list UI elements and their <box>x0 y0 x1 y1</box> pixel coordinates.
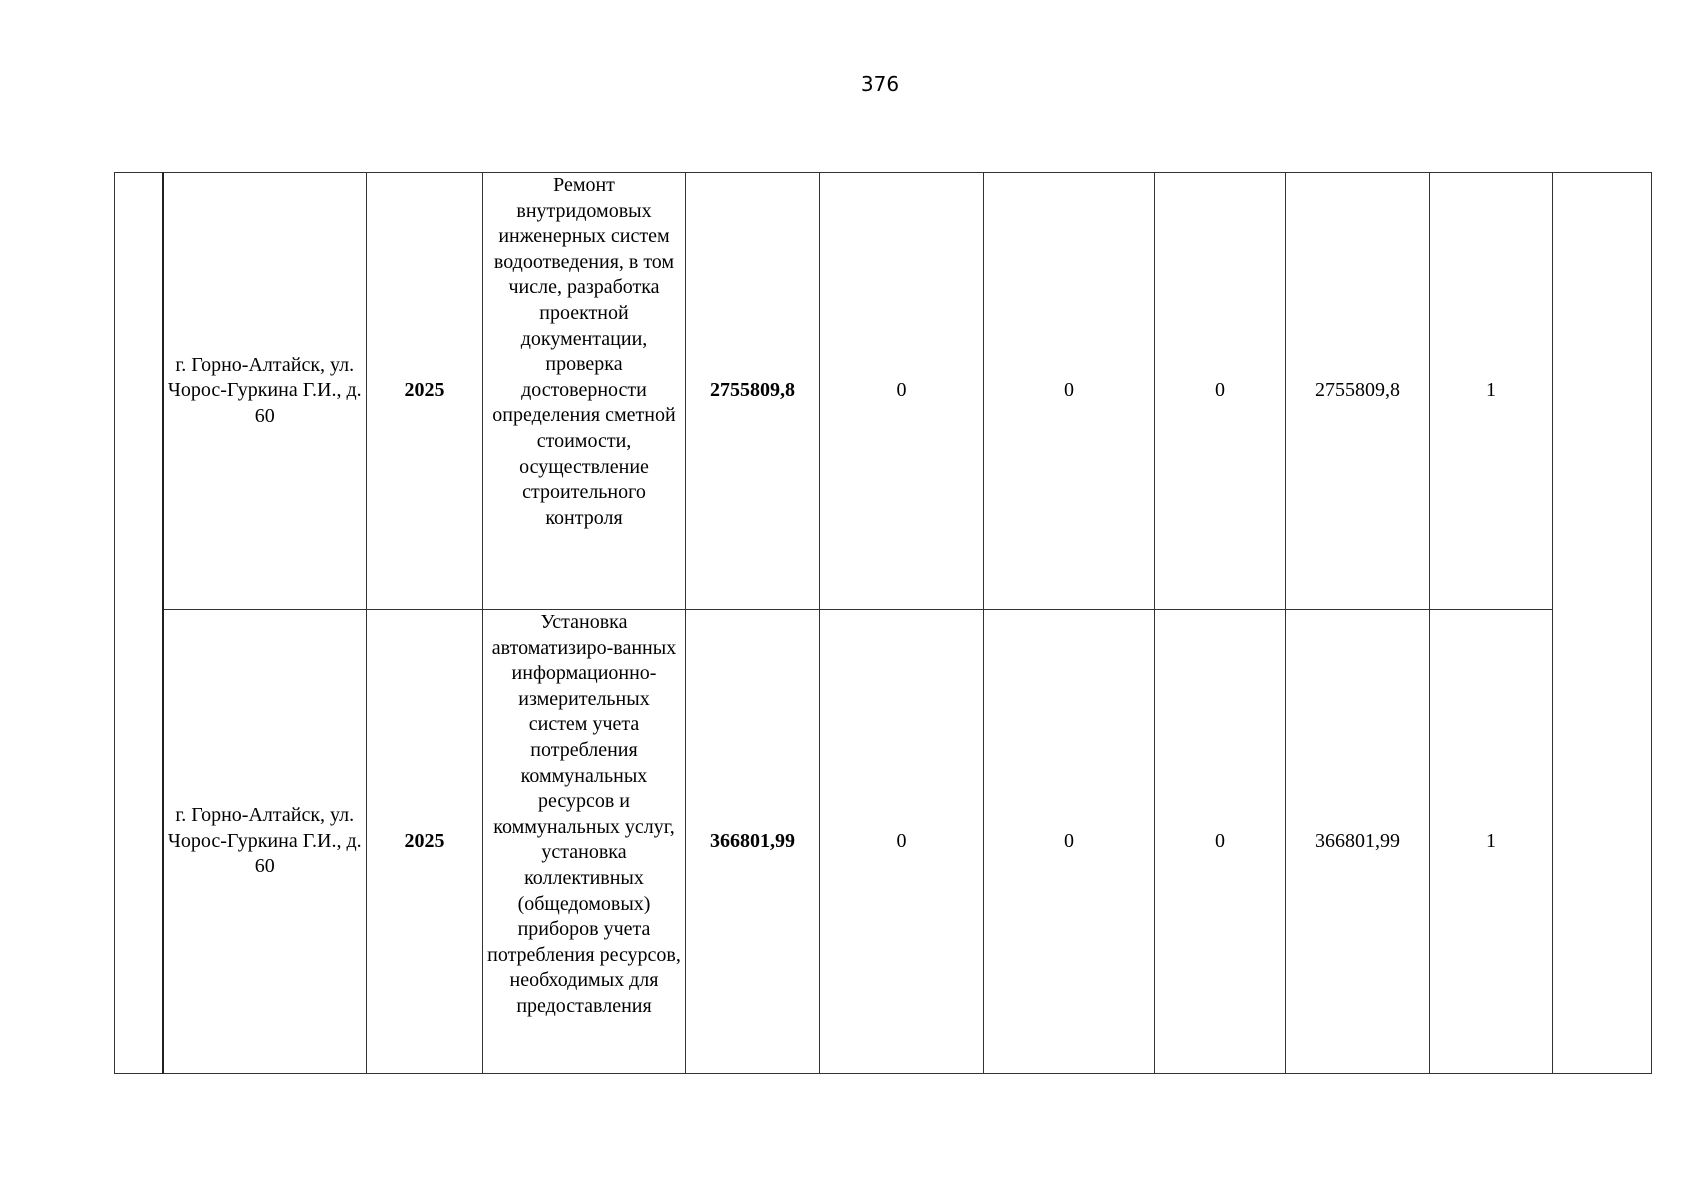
value-cell-1: 0 <box>820 610 984 1074</box>
count-cell: 1 <box>1430 610 1553 1074</box>
work-description-cell: Установка автоматизиро-ванных информационно-измерительных систем учета потребления коммунальных ресурсов и коммунальных услуг, установка коллективных (общедомовых) приборов учета потребления ресурсов, необходимых для предоставления <box>483 610 686 1074</box>
address-cell: г. Горно-Алтайск, ул. Чорос-Гуркина Г.И., д. 60 <box>163 173 367 610</box>
value-cell-2: 0 <box>984 610 1155 1074</box>
value-cell-4: 366801,99 <box>1286 610 1430 1074</box>
table-row <box>115 173 1652 610</box>
table-row <box>115 610 1652 1074</box>
value-cell-3: 0 <box>1155 610 1286 1074</box>
year-cell: 2025 <box>367 610 483 1074</box>
total-cost-cell: 2755809,8 <box>686 173 820 610</box>
value-cell-2: 0 <box>984 173 1155 610</box>
address-cell: г. Горно-Алтайск, ул. Чорос-Гуркина Г.И., д. 60 <box>163 610 367 1074</box>
total-cost-cell: 366801,99 <box>686 610 820 1074</box>
works-table <box>114 172 1652 1074</box>
note-cell <box>1553 173 1652 1074</box>
page-number: 376 <box>860 72 900 96</box>
work-description-cell: Ремонт внутридомовых инженерных систем водоотведения, в том числе, разработка проектной документации, проверка достоверности определения сметной стоимости, осуществление строительного контроля <box>483 173 686 610</box>
count-cell: 1 <box>1430 173 1553 610</box>
value-cell-1: 0 <box>820 173 984 610</box>
value-cell-4: 2755809,8 <box>1286 173 1430 610</box>
row-index-cell <box>115 173 163 1074</box>
value-cell-3: 0 <box>1155 173 1286 610</box>
year-cell: 2025 <box>367 173 483 610</box>
